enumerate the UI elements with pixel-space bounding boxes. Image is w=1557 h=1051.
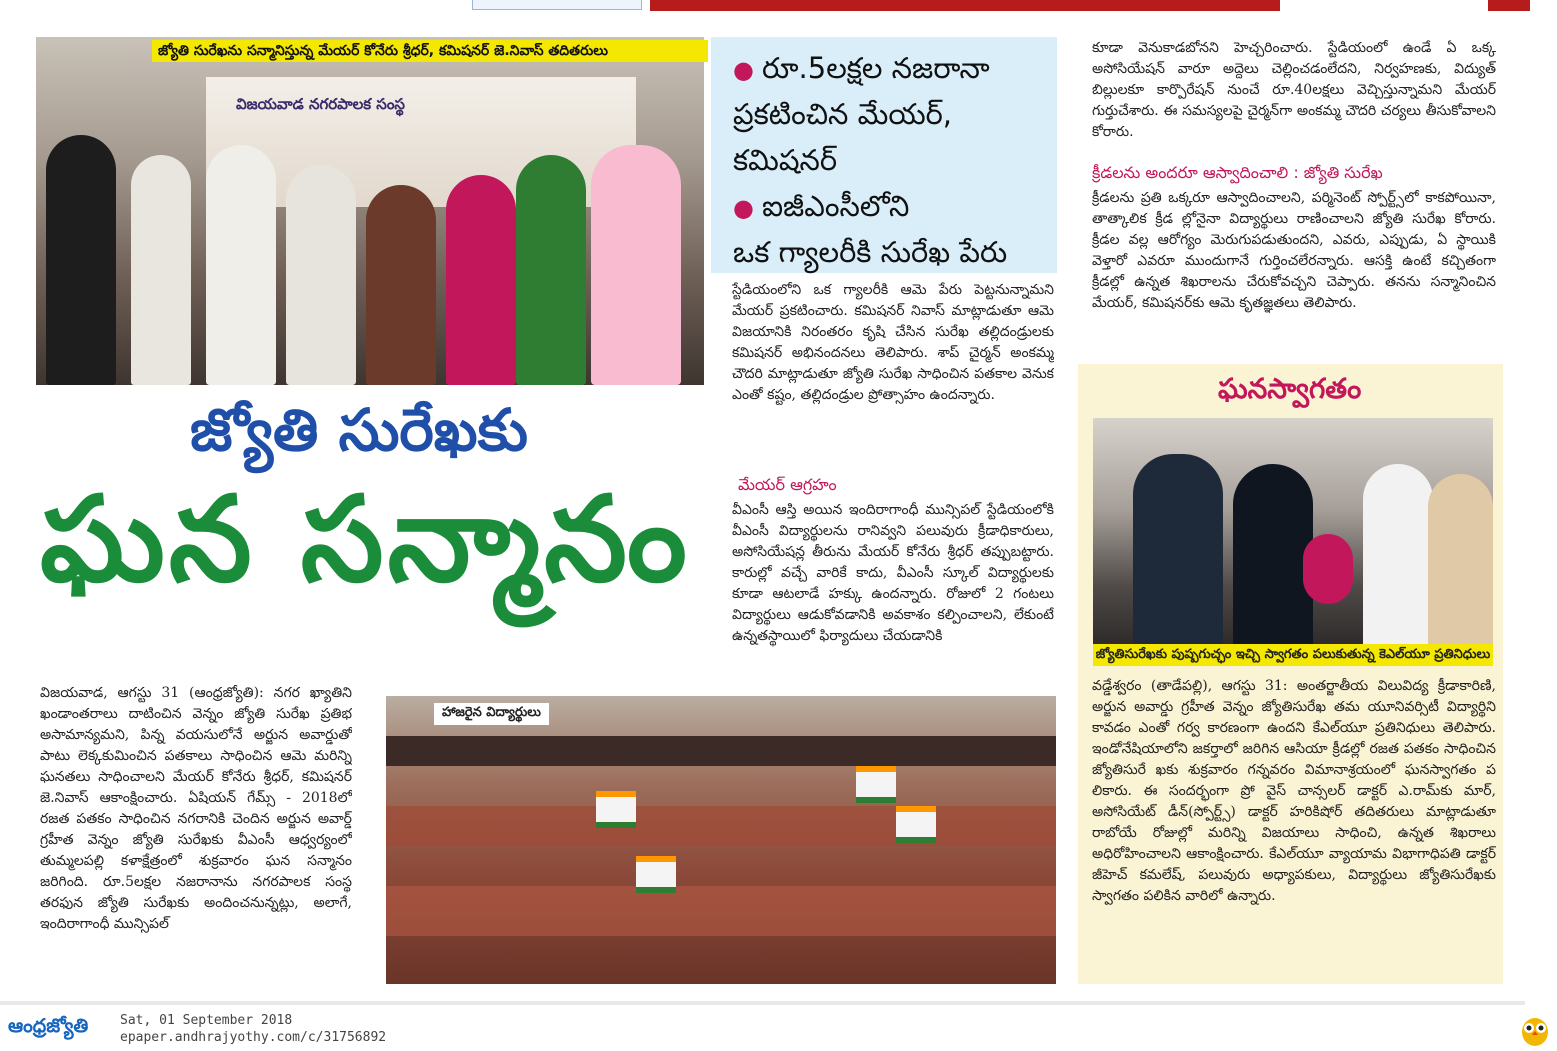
middle-column-text: స్టేడియంలోని ఒక గ్యాలరీకి ఆమె పేరు పెట్టనున్నామని మేయర్ ప్రకటించారు. కమిషనర్ నివాస్ మాట్లాడుతూ ఆమె విజయానికి నిరంతరం కృషి చేసిన సురేఖ తల్లిదండ్రులకు కమిషనర్ అభినందనలు తెలిపారు. శాప్ చైర్మన్ అంకమ్మ చౌదరి మాట్లాడుతూ జ్యోతి సురేఖ సాధించిన పతకాల వెనుక ఎంతో కష్టం, తల్లిదండ్రుల ప్రోత్సాహం ఉందన్నారు. xyxy=(732,282,1054,403)
photo-person xyxy=(516,155,586,385)
photo-seats xyxy=(386,886,1056,936)
top-red-bar-right xyxy=(1488,0,1530,11)
highlights-box xyxy=(711,37,1057,273)
photo-person xyxy=(286,165,356,385)
flag-icon xyxy=(636,856,676,893)
welcome-title: ఘనస్వాగతం xyxy=(1218,372,1362,405)
headline-small: జ్యోతి సురేఖకు xyxy=(190,396,528,464)
highlight-item: ● ఐజీఎంసీలోని xyxy=(733,189,910,223)
subhead-right: క్రీడలను అందరూ ఆస్వాదించాలి : జ్యోతి సురేఖ xyxy=(1092,163,1383,182)
top-logo-strip xyxy=(472,0,642,10)
photo-seats xyxy=(386,806,1056,846)
students-photo-label: హాజరైన విద్యార్థులు xyxy=(434,703,549,725)
highlight-item: ● రూ.5లక్షల నజరానా xyxy=(733,51,990,85)
footer-url[interactable]: epaper.andhrajyothy.com/c/31756892 xyxy=(120,1030,387,1045)
top-red-bar xyxy=(650,0,1280,11)
photo-banner-text: విజయవాడ నగరపాలక సంస్థ xyxy=(236,95,405,113)
left-column-text: విజయవాడ, ఆగస్టు 31 (ఆంధ్రజ్యోతి): నగర ఖ్యాతిని ఖండాంతరాలు దాటించిన వెన్నం జ్యోతి సురేఖ ప్రతిభ అసామాన్యమని, పిన్న వయసులోనే అర్జున అవార్డుతో పాటు లెక్కకుమించిన పతకాలు సాధించిన ఆమె మరిన్ని ఘనతలు సాధించాలని మేయర్ కోనేరు శ్రీధర్, కమిషనర్ జె.నివాస్ ఆకాంక్షించారు. ఏషియన్ గేమ్స్ - 2018లో రజత పతకం సాధించిన నగరానికి చెందిన అర్జున అవార్డ్ గ్రహీత వెన్నం జ్యోతి సురేఖకు వీఎంసీ ఆధ్వర్యంలో తుమ్మలపల్లి కళాక్షేత్రంలో శుక్రవారం ఘన సన్మానం జరిగింది. రూ.5లక్షల నజరానాను నగరపాలక సంస్థ తరఫున జ్యోతి సురేఖకు అందించనున్నట్లు, అలాగే, ఇందిరాగాంధీ మున్సిపల్ xyxy=(40,685,352,932)
welcome-text: వడ్డేశ్వరం (తాడేపల్లి), ఆగస్టు 31: అంతర్జాతీయ విలువిద్య క్రీడాకారిణి, అర్జున అవార్డు గ్రహీత వెన్నం జ్యోతిసురేఖ తమ యూనివర్సిటీ విద్యార్థిని కావడం ఎంతో గర్వ కారణంగా ఉందని కేఎల్‌యూ ప్రతినిధులు తెలిపారు. ఇండోనేషియాలోని జకర్తాలో జరిగిన ఆసియా క్రీడల్లో రజత పతకం సాధించిన జ్యోతిసురే ఖకు శుక్రవారం గన్నవరం విమానాశ్రయంలో ఘనస్వాగతం ప లికారు. ఈ సందర్భంగా ప్రో వైస్ చాన్సలర్ డాక్టర్ ఎ.రామ్‌కు మార్, అసోసియేట్ డీన్(స్పోర్ట్స్) డాక్టర్ హరికిషోర్ తదితరులు మాట్లాడుతూ రాబోయే రోజుల్లో మరిన్ని విజయాలు సాధించి, ఉన్నత శిఖరాలు అధిరోహించాలని ఆకాంక్షించారు. కేఎల్‌యూ వ్యాయామ విభాగాధిపతి డాక్టర్ జీహెచ్ కమలేష్, పలువురు అధ్యాపకులు, విద్యార్థులు జ్యోతిసురేఖకు స్వాగతం పలికిన వారిలో ఉన్నారు. xyxy=(1092,678,1496,904)
andhrajyothy-logo[interactable]: ఆంధ్రజ్యోతి xyxy=(8,1015,112,1041)
footer-bar xyxy=(0,1001,1525,1005)
right-column-text-2: క్రీడలను ప్రతి ఒక్కరూ ఆస్వాదించాలని, పర్మినెంట్ స్పోర్ట్స్‌లో కాకపోయినా, తాత్కాలిక క్రీడ ల్లోనైనా విద్యార్థులు రాణించాలని జ్యోతి సురేఖ కోరారు. క్రీడల వల్ల ఆరోగ్యం మెరుగుపడుతుందని, ఎవరు, ఎప్పుడు, ఏ స్థాయికి వెళ్తారో ఎవరూ ముందుగానే గుర్తించలేరన్నారు. ఆసక్తి ఉంటే కచ్చితంగా క్రీడల్లో ఉన్నత శిఖరాలను చేరుకోవచ్చని చెప్పారు. తనను సన్మానించిన మేయర్, కమిషనర్‌కు ఆమె కృతజ్ఞతలు తెలిపారు. xyxy=(1092,190,1496,311)
photo-caption: జ్యోతి సురేఖను సన్మానిస్తున్న మేయర్ కోనేరు శ్రీధర్, కమిషనర్ జె.నివాస్ తదితరులు xyxy=(152,40,708,62)
photo-person xyxy=(1133,454,1223,644)
highlight-item: కమిషనర్ xyxy=(733,143,838,177)
photo-seats xyxy=(386,736,1056,766)
photo-person xyxy=(1428,474,1493,644)
flag-icon xyxy=(596,791,636,828)
students-photo xyxy=(386,696,1056,984)
photo-person xyxy=(206,145,276,385)
subhead-mayor: మేయర్ ఆగ్రహం xyxy=(738,475,837,494)
middle-column-text-2: వీఎంసీ ఆస్తి అయిన ఇందిరాగాంధీ మున్సిపల్ స్టేడియంలోకి వీఎంసీ విద్యార్థులను రానివ్వని పలువురు క్రీడాధికారులు, అసోసియేషన్ల తీరును మేయర్ కోనేరు శ్రీధర్ తప్పుబట్టారు. కారుల్లో వచ్చే వారికే కాదు, వీఎంసీ స్కూల్ విద్యార్థులకు కూడా ఆటలాడే హక్కు ఉందన్నారు. రోజులో 2 గంటలు విద్యార్థులు ఆడుకోవడానికి అవకాశం కల్పించాలని, లేకుంటే ఉన్నతస్థాయిలో ఫిర్యాదులు చేయడానికి xyxy=(732,502,1054,644)
photo-person xyxy=(366,185,436,385)
photo-person xyxy=(1233,464,1313,644)
owl-icon[interactable] xyxy=(1518,1013,1552,1047)
footer-date: Sat, 01 September 2018 xyxy=(120,1013,293,1028)
felicitation-photo xyxy=(36,37,704,385)
bouquet xyxy=(1303,534,1353,604)
flag-icon xyxy=(896,806,936,843)
flag-icon xyxy=(856,766,896,803)
photo-person xyxy=(591,145,681,385)
right-column-text: కూడా వెనుకాడబోనని హెచ్చరించారు. స్టేడియంలో ఉండే ఏ ఒక్క అసోసియేషన్ వారూ అద్దెలు చెల్లించడంలేదని, నిర్వహణకు, విద్యుత్ బిల్లులకూ కార్పొరేషన్ నుంచే రూ.40లక్షలు వెచ్చిస్తున్నామని మేయర్ గుర్తుచేశారు. ఈ సమస్యలపై చైర్మన్‌గా అంకమ్మ చౌదరి చర్యలు తీసుకోవాలని కోరారు. xyxy=(1092,40,1496,140)
headline-big: ఘన సన్మానం xyxy=(40,470,691,608)
highlight-item: ప్రకటించిన మేయర్, xyxy=(733,97,953,131)
highlight-item: ఒక గ్యాలరీకి సురేఖ పేరు xyxy=(733,235,1008,269)
welcome-photo-caption: జ్యోతిసురేఖకు పుష్పగుచ్ఛం ఇచ్చి స్వాగతం పలుకుతున్న కెఎల్‌యూ ప్రతినిధులు xyxy=(1093,644,1493,666)
photo-person xyxy=(1363,464,1433,644)
photo-person xyxy=(46,135,116,385)
bullet-dot-icon: ● xyxy=(733,194,754,222)
bullet-dot-icon: ● xyxy=(733,56,754,84)
welcome-photo xyxy=(1093,418,1493,644)
photo-person xyxy=(446,175,516,385)
photo-person xyxy=(131,155,191,385)
